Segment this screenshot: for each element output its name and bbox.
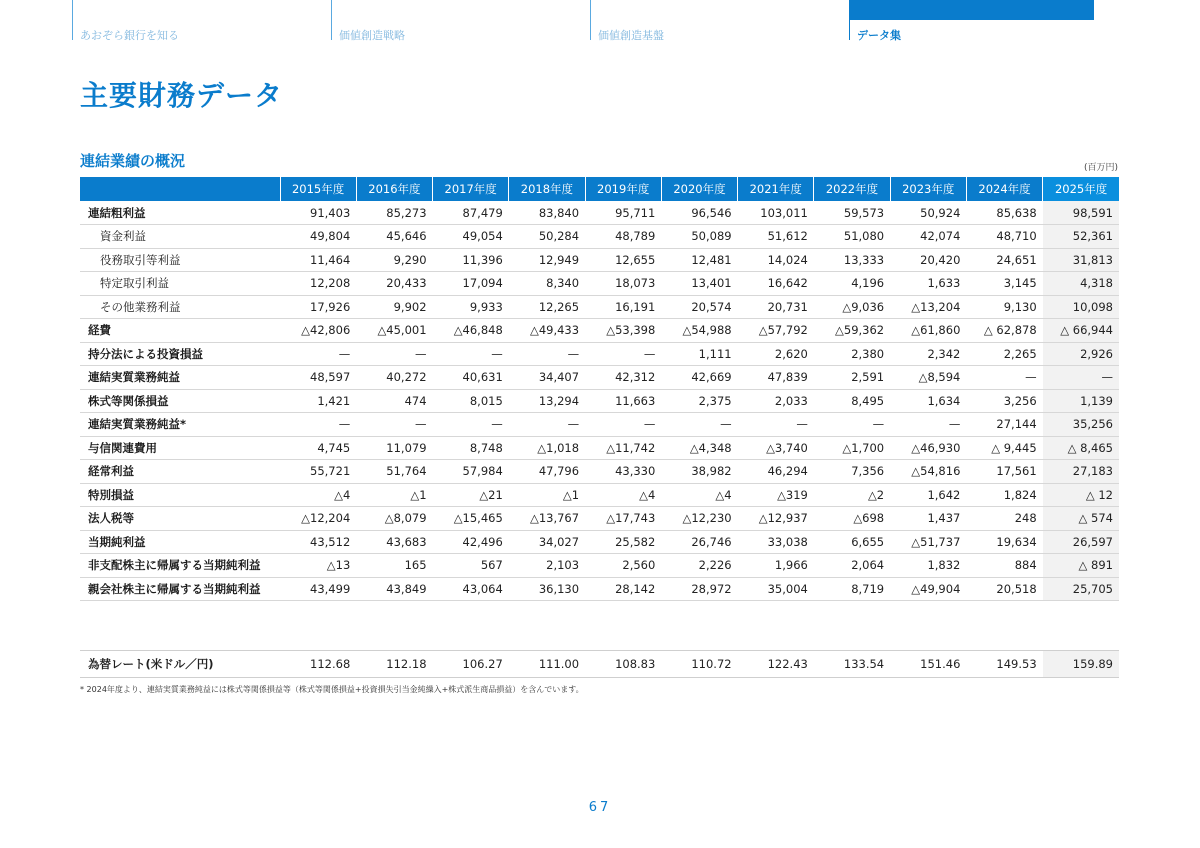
table-cell: 8,340 — [509, 272, 585, 296]
table-cell: △12,230 — [661, 507, 737, 531]
table-cell: △1,018 — [509, 436, 585, 460]
table-cell: 48,710 — [966, 225, 1042, 249]
table-cell: 1,111 — [661, 342, 737, 366]
table-cell: △ 9,445 — [966, 436, 1042, 460]
table-cell: 12,265 — [509, 295, 585, 319]
row-label: 役務取引等利益 — [80, 248, 280, 272]
table-cell: △4 — [280, 483, 356, 507]
table-cell: △ 12 — [1043, 483, 1119, 507]
row-label: 株式等関係損益 — [80, 389, 280, 413]
page-title: 主要財務データ — [80, 79, 284, 112]
table-cell: 48,789 — [585, 225, 661, 249]
table-cell: △4 — [585, 483, 661, 507]
table-cell: 103,011 — [738, 201, 814, 225]
table-cell: — — [585, 413, 661, 437]
column-header: 2024年度 — [966, 177, 1042, 201]
table-cell: 112.68 — [280, 651, 356, 678]
row-label: 親会社株主に帰属する当期純利益 — [80, 577, 280, 601]
row-label: 特定取引利益 — [80, 272, 280, 296]
table-cell: 43,512 — [280, 530, 356, 554]
table-cell: 20,731 — [738, 295, 814, 319]
table-cell: △15,465 — [433, 507, 509, 531]
table-cell: 35,256 — [1043, 413, 1119, 437]
table-cell: 8,719 — [814, 577, 890, 601]
table-cell: △11,742 — [585, 436, 661, 460]
table-cell: 106.27 — [433, 651, 509, 678]
table-cell: 43,499 — [280, 577, 356, 601]
table-cell: △49,904 — [890, 577, 966, 601]
table-cell: 27,183 — [1043, 460, 1119, 484]
table-cell: 111.00 — [509, 651, 585, 678]
table-header-row — [80, 177, 1119, 201]
table-cell: 43,064 — [433, 577, 509, 601]
table-cell: △13,767 — [509, 507, 585, 531]
nav-item-value-creation-foundation[interactable] — [590, 0, 840, 40]
table-cell: 45,646 — [356, 225, 432, 249]
table-cell: — — [890, 413, 966, 437]
footnote: * 2024年度より、連結実質業務純益には株式等関係損益等（株式等関係損益+投資損失引当金純繰入+株式派生商品損益）を含んでいます。 — [80, 685, 584, 694]
table-cell: 42,312 — [585, 366, 661, 390]
table-cell: 19,634 — [966, 530, 1042, 554]
table-cell: 20,420 — [890, 248, 966, 272]
row-label: 法人税等 — [80, 507, 280, 531]
table-cell: △42,806 — [280, 319, 356, 343]
table-cell: △46,930 — [890, 436, 966, 460]
table-row — [80, 389, 1119, 413]
table-cell: 4,318 — [1043, 272, 1119, 296]
table-cell: 13,333 — [814, 248, 890, 272]
row-label: 連結実質業務純益 — [80, 366, 280, 390]
table-cell: △3,740 — [738, 436, 814, 460]
nav-item-value-creation-strategy[interactable] — [331, 0, 581, 40]
table-cell: 85,273 — [356, 201, 432, 225]
table-cell: 28,972 — [661, 577, 737, 601]
table-cell: 4,745 — [280, 436, 356, 460]
table-cell: — — [509, 413, 585, 437]
table-cell: 50,284 — [509, 225, 585, 249]
table-row — [80, 413, 1119, 437]
table-cell: 42,496 — [433, 530, 509, 554]
table-cell: 34,407 — [509, 366, 585, 390]
table-cell: 42,669 — [661, 366, 737, 390]
column-header: 2020年度 — [661, 177, 737, 201]
table-row — [80, 272, 1119, 296]
table-row — [80, 295, 1119, 319]
row-label: 非支配株主に帰属する当期純利益 — [80, 554, 280, 578]
table-cell: △ 891 — [1043, 554, 1119, 578]
table-cell: 91,403 — [280, 201, 356, 225]
table-cell: △1,700 — [814, 436, 890, 460]
nav-item-label: 価値創造基盤 — [598, 29, 664, 42]
table-cell: △53,398 — [585, 319, 661, 343]
row-label: 資金利益 — [80, 225, 280, 249]
table-cell: 34,027 — [509, 530, 585, 554]
table-row — [80, 319, 1119, 343]
table-cell: — — [509, 342, 585, 366]
table-cell: 16,191 — [585, 295, 661, 319]
table-cell: 9,902 — [356, 295, 432, 319]
table-cell: △8,079 — [356, 507, 432, 531]
table-cell: — — [356, 413, 432, 437]
table-cell: 47,839 — [738, 366, 814, 390]
table-cell: △54,988 — [661, 319, 737, 343]
table-row — [80, 201, 1119, 225]
table-row — [80, 530, 1119, 554]
table-cell: 474 — [356, 389, 432, 413]
table-cell: 1,634 — [890, 389, 966, 413]
table-cell: — — [433, 413, 509, 437]
table-cell: 151.46 — [890, 651, 966, 678]
table-row — [80, 507, 1119, 531]
table-cell: △49,433 — [509, 319, 585, 343]
table-cell: 8,748 — [433, 436, 509, 460]
table-cell: 36,130 — [509, 577, 585, 601]
table-body — [80, 201, 1119, 601]
row-label: 連結実質業務純益* — [80, 413, 280, 437]
table-cell: 38,982 — [661, 460, 737, 484]
table-cell: — — [1043, 366, 1119, 390]
table-cell: 40,272 — [356, 366, 432, 390]
table-cell: 16,642 — [738, 272, 814, 296]
table-cell: 248 — [966, 507, 1042, 531]
table-cell: △8,594 — [890, 366, 966, 390]
table-cell: 48,597 — [280, 366, 356, 390]
table-cell: — — [585, 342, 661, 366]
page-number: 67 — [588, 800, 612, 815]
column-header: 2022年度 — [814, 177, 890, 201]
table-cell: 12,655 — [585, 248, 661, 272]
table-cell: 9,130 — [966, 295, 1042, 319]
table-cell: △57,792 — [738, 319, 814, 343]
table-cell: 884 — [966, 554, 1042, 578]
table-cell: △51,737 — [890, 530, 966, 554]
table-cell: 59,573 — [814, 201, 890, 225]
table-cell: 43,849 — [356, 577, 432, 601]
table-cell: 17,094 — [433, 272, 509, 296]
table-row — [80, 577, 1119, 601]
table-cell: 24,651 — [966, 248, 1042, 272]
table-cell: 1,633 — [890, 272, 966, 296]
row-label: 経常利益 — [80, 460, 280, 484]
table-cell: 40,631 — [433, 366, 509, 390]
unit-label: (百万円) — [1083, 163, 1118, 173]
table-cell: 12,481 — [661, 248, 737, 272]
table-cell: 2,926 — [1043, 342, 1119, 366]
table-row — [80, 436, 1119, 460]
table-cell: 149.53 — [966, 651, 1042, 678]
table-cell: 25,582 — [585, 530, 661, 554]
table-cell: 28,142 — [585, 577, 661, 601]
exchange-rate-table — [80, 650, 1119, 678]
table-cell: 43,683 — [356, 530, 432, 554]
table-cell: △46,848 — [433, 319, 509, 343]
table-cell: 17,561 — [966, 460, 1042, 484]
table-row — [80, 483, 1119, 507]
table-cell: 7,356 — [814, 460, 890, 484]
table-cell: 2,591 — [814, 366, 890, 390]
table-cell: 10,098 — [1043, 295, 1119, 319]
table-cell: 1,824 — [966, 483, 1042, 507]
table-cell: 42,074 — [890, 225, 966, 249]
table-cell: 1,139 — [1043, 389, 1119, 413]
nav-item-label: あおぞら銀行を知る — [80, 29, 179, 42]
table-cell: 2,265 — [966, 342, 1042, 366]
table-cell: 12,949 — [509, 248, 585, 272]
table-cell: △12,204 — [280, 507, 356, 531]
table-cell: 2,226 — [661, 554, 737, 578]
table-cell: 95,711 — [585, 201, 661, 225]
table-cell: 133.54 — [814, 651, 890, 678]
row-label: 経費 — [80, 319, 280, 343]
table-cell: △319 — [738, 483, 814, 507]
row-label: 特別損益 — [80, 483, 280, 507]
table-cell: △17,743 — [585, 507, 661, 531]
table-cell: 112.18 — [356, 651, 432, 678]
row-label: 与信関連費用 — [80, 436, 280, 460]
table-cell: △12,937 — [738, 507, 814, 531]
table-row — [80, 366, 1119, 390]
table-cell: 12,208 — [280, 272, 356, 296]
table-cell: △59,362 — [814, 319, 890, 343]
table-cell: 3,145 — [966, 272, 1042, 296]
column-header: 2015年度 — [280, 177, 356, 201]
table-cell: △13,204 — [890, 295, 966, 319]
table-cell: 2,380 — [814, 342, 890, 366]
table-cell: 25,705 — [1043, 577, 1119, 601]
table-cell: 11,396 — [433, 248, 509, 272]
table-cell: 18,073 — [585, 272, 661, 296]
table-cell: 51,764 — [356, 460, 432, 484]
table-cell: 26,746 — [661, 530, 737, 554]
table-cell: — — [661, 413, 737, 437]
table-row — [80, 342, 1119, 366]
table-cell: 51,080 — [814, 225, 890, 249]
nav-item-data[interactable] — [849, 0, 1099, 40]
table-cell: 87,479 — [433, 201, 509, 225]
table-cell: 2,375 — [661, 389, 737, 413]
active-tab-indicator — [850, 0, 1094, 20]
table-cell: 83,840 — [509, 201, 585, 225]
row-label: その他業務利益 — [80, 295, 280, 319]
table-cell: 49,804 — [280, 225, 356, 249]
table-cell: △1 — [509, 483, 585, 507]
table-cell: 31,813 — [1043, 248, 1119, 272]
table-cell: △4,348 — [661, 436, 737, 460]
table-cell: 49,054 — [433, 225, 509, 249]
table-cell: 17,926 — [280, 295, 356, 319]
table-cell: 1,421 — [280, 389, 356, 413]
table-cell: 165 — [356, 554, 432, 578]
table-row — [80, 248, 1119, 272]
table-cell: 1,966 — [738, 554, 814, 578]
table-cell: 11,464 — [280, 248, 356, 272]
table-cell: △45,001 — [356, 319, 432, 343]
financial-summary-table — [80, 177, 1119, 601]
table-cell: △ 8,465 — [1043, 436, 1119, 460]
row-label: 持分法による投資損益 — [80, 342, 280, 366]
table-cell: 2,064 — [814, 554, 890, 578]
table-cell: 85,638 — [966, 201, 1042, 225]
column-header: 2025年度 — [1043, 177, 1119, 201]
table-cell: △4 — [661, 483, 737, 507]
table-cell: 55,721 — [280, 460, 356, 484]
table-cell: 57,984 — [433, 460, 509, 484]
table-cell: 2,620 — [738, 342, 814, 366]
table-cell: 159.89 — [1043, 651, 1119, 678]
table-cell: 567 — [433, 554, 509, 578]
table-cell: 98,591 — [1043, 201, 1119, 225]
table-cell: 110.72 — [661, 651, 737, 678]
table-cell: 2,033 — [738, 389, 814, 413]
row-label: 連結粗利益 — [80, 201, 280, 225]
nav-item-label: 価値創造戦略 — [339, 29, 405, 42]
table-cell: 50,924 — [890, 201, 966, 225]
nav-item-about[interactable] — [72, 0, 322, 40]
table-cell: 20,518 — [966, 577, 1042, 601]
table-cell: 6,655 — [814, 530, 890, 554]
table-cell: 108.83 — [585, 651, 661, 678]
table-cell: 43,330 — [585, 460, 661, 484]
nav-item-label: データ集 — [857, 29, 901, 42]
table-cell: △54,816 — [890, 460, 966, 484]
section-title: 連結業績の概況 — [80, 152, 186, 170]
table-cell: 27,144 — [966, 413, 1042, 437]
column-header: 2017年度 — [433, 177, 509, 201]
table-cell: — — [356, 342, 432, 366]
table-cell: 2,103 — [509, 554, 585, 578]
table-cell: 13,294 — [509, 389, 585, 413]
table-cell: — — [966, 366, 1042, 390]
table-cell: 11,079 — [356, 436, 432, 460]
table-cell: △ 66,944 — [1043, 319, 1119, 343]
table-cell: 122.43 — [738, 651, 814, 678]
table-cell: △ 62,878 — [966, 319, 1042, 343]
column-header: 2016年度 — [356, 177, 432, 201]
table-cell: 8,495 — [814, 389, 890, 413]
table-cell: 51,612 — [738, 225, 814, 249]
table-cell: 11,663 — [585, 389, 661, 413]
table-cell: △698 — [814, 507, 890, 531]
table-cell: △21 — [433, 483, 509, 507]
table-cell: △13 — [280, 554, 356, 578]
table-cell: — — [280, 413, 356, 437]
column-header: 2021年度 — [738, 177, 814, 201]
table-cell: 96,546 — [661, 201, 737, 225]
table-row — [80, 554, 1119, 578]
table-cell: — — [433, 342, 509, 366]
table-cell: 46,294 — [738, 460, 814, 484]
table-cell: — — [814, 413, 890, 437]
table-row — [80, 225, 1119, 249]
table-cell: 35,004 — [738, 577, 814, 601]
row-label: 為替レート(米ドル／円) — [80, 651, 280, 678]
table-row — [80, 651, 1119, 678]
table-cell: 3,256 — [966, 389, 1042, 413]
table-cell: △61,860 — [890, 319, 966, 343]
table-row — [80, 460, 1119, 484]
table-cell: 26,597 — [1043, 530, 1119, 554]
table-cell: △2 — [814, 483, 890, 507]
table-cell: 9,290 — [356, 248, 432, 272]
row-label: 当期純利益 — [80, 530, 280, 554]
table-cell: 14,024 — [738, 248, 814, 272]
table-cell: 1,437 — [890, 507, 966, 531]
table-cell: 33,038 — [738, 530, 814, 554]
table-cell: 20,574 — [661, 295, 737, 319]
table-cell: 8,015 — [433, 389, 509, 413]
column-header: 2019年度 — [585, 177, 661, 201]
table-cell: 20,433 — [356, 272, 432, 296]
header-corner-cell — [80, 177, 280, 201]
table-cell: 50,089 — [661, 225, 737, 249]
column-header: 2023年度 — [890, 177, 966, 201]
table-cell: 47,796 — [509, 460, 585, 484]
table-cell: △1 — [356, 483, 432, 507]
table-cell: △9,036 — [814, 295, 890, 319]
table-cell: — — [738, 413, 814, 437]
top-navigation — [72, 0, 1117, 40]
table-cell: 1,642 — [890, 483, 966, 507]
table-cell: 52,361 — [1043, 225, 1119, 249]
table-cell: 2,342 — [890, 342, 966, 366]
table-cell: 2,560 — [585, 554, 661, 578]
table-cell: — — [280, 342, 356, 366]
table-cell: 4,196 — [814, 272, 890, 296]
table-cell: △ 574 — [1043, 507, 1119, 531]
table-cell: 1,832 — [890, 554, 966, 578]
table-cell: 13,401 — [661, 272, 737, 296]
table-cell: 9,933 — [433, 295, 509, 319]
column-header: 2018年度 — [509, 177, 585, 201]
